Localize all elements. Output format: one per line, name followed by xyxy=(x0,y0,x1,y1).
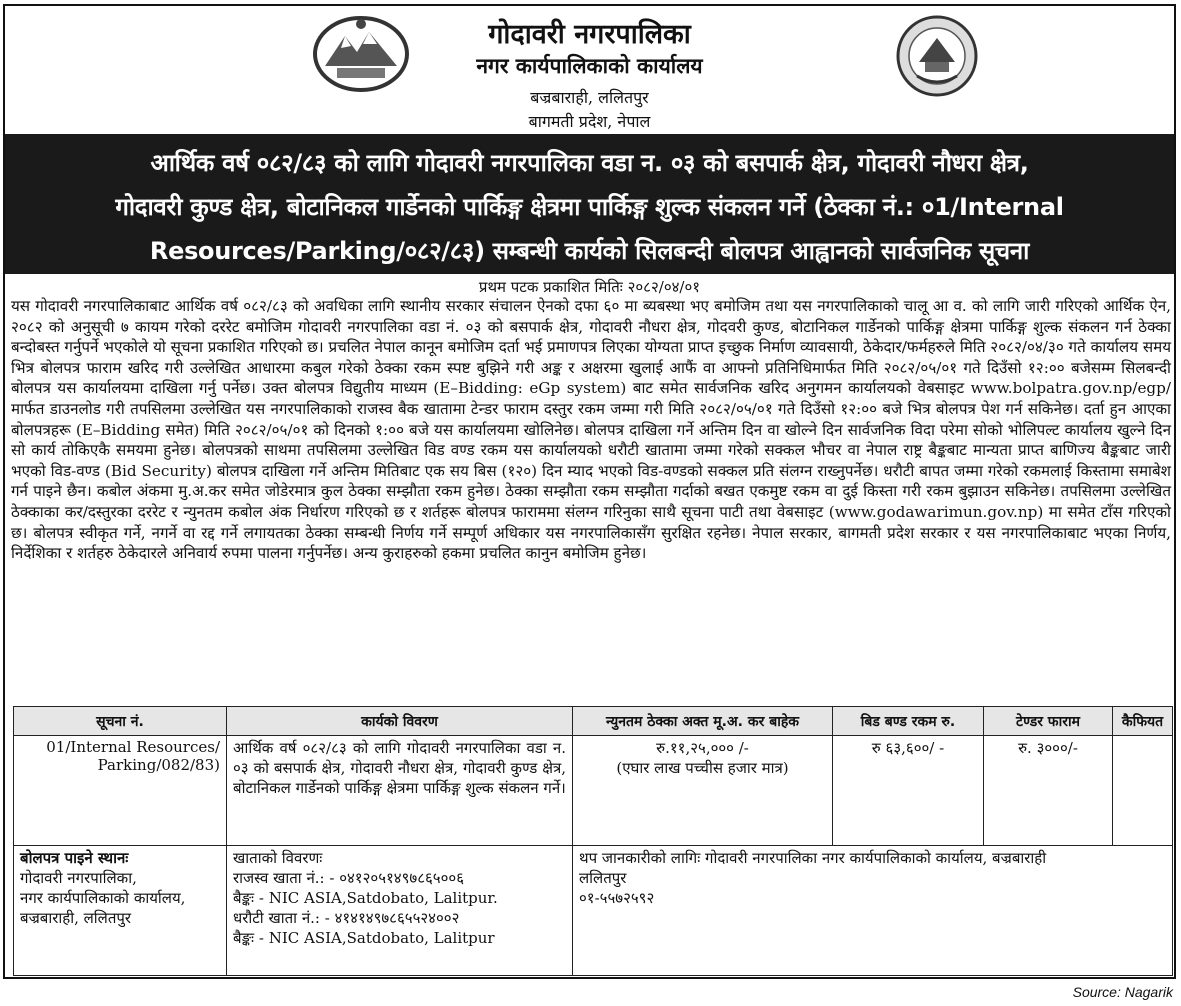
office-name: नगर कार्यपालिकाको कार्यालय xyxy=(476,54,703,78)
header-description: कार्यको विवरण xyxy=(227,707,573,736)
table-footer-row xyxy=(14,846,1173,976)
bid-place-line: बज्रबाराही, ललितपुर xyxy=(20,909,132,927)
cell-more-info xyxy=(573,846,1173,976)
header-min-amount: न्युनतम ठेक्का अक्त मू.अ. कर बाहेक xyxy=(573,707,833,736)
header-bid-bond: बिड बण्ड रकम रु. xyxy=(833,707,984,736)
banner-line-2: गोदावरी कुण्ड क्षेत्र, बोटानिकल गार्डेनको पार्किङ्ग क्षेत्रमा पार्किङ्ग शुल्क संकलन गर्ने (ठेक्का नं.: ०1/Internal xyxy=(115,193,1064,221)
header-tender-form: टेण्डर फाराम xyxy=(984,707,1113,736)
info-line: ललितपुर xyxy=(579,869,627,887)
address-line-1: बज्रबाराही, ललितपुर xyxy=(530,88,649,107)
cell-description: आर्थिक वर्ष ०८२/८३ को लागि गोदावरी नगरपालिका वडा न. ०३ को बसपार्क क्षेत्र, गोदावरी नौधरा क्षेत्र, गोदावरी कुण्ड क्षेत्र, बोटानिकल गार्डेनको पार्किङ्ग क्षेत्रमा पार्किङ्ग शुल्क संकलन गर्ने। xyxy=(227,736,573,846)
tender-table xyxy=(13,706,1173,976)
title-banner xyxy=(5,134,1174,274)
banner-line-3: Resources/Parking/०८२/८३) सम्बन्धी कार्यको सिलबन्दी बोलपत्र आह्वानको सार्वजनिक सूचना xyxy=(149,237,1030,265)
account-line: बैङ्कः - NIC ASIA,Satdobato, Lalitpur. xyxy=(233,889,498,907)
notice-frame xyxy=(3,4,1176,979)
table-row xyxy=(14,736,1173,846)
header-remarks: कैफियत xyxy=(1113,707,1173,736)
source-credit: Source: Nagarik xyxy=(1072,984,1173,1000)
address-line-2: बागमती प्रदेश, नेपाल xyxy=(528,112,651,131)
bid-place-line: नगर कार्यपालिकाको कार्यालय, xyxy=(20,889,186,907)
account-line: धरौटी खाता नं.: - ४१४१४९७८६५५२४००२ xyxy=(233,909,460,927)
table-header-row xyxy=(14,707,1173,736)
info-line: थप जानकारीको लागिः गोदावरी नगरपालिका नगर कार्यपालिकाको कार्यालय, बज्रबाराही xyxy=(579,849,1047,867)
bid-place-line: गोदावरी नगरपालिका, xyxy=(20,869,137,887)
municipality-name: गोदावरी नगरपालिका xyxy=(488,19,691,50)
cell-notice-no: 01/Internal Resources/ Parking/082/83) xyxy=(14,736,227,846)
account-title: खाताको विवरणः xyxy=(233,849,323,867)
banner-line-1: आर्थिक वर्ष ०८२/८३ को लागि गोदावरी नगरपालिका वडा न. ०३ को बसपार्क क्षेत्र, गोदावरी नौधरा क्षेत्र, xyxy=(150,149,1029,177)
min-amount-words: (एघार लाख पच्चीस हजार मात्र) xyxy=(616,759,789,777)
header xyxy=(5,6,1174,134)
cell-tender-form: रु. ३०००/- xyxy=(984,736,1113,846)
bid-place-label: बोलपत्र पाइने स्थानः xyxy=(20,849,129,867)
cell-min-amount xyxy=(573,736,833,846)
cell-remarks xyxy=(1113,736,1173,846)
info-line: ०१-५५७२५९२ xyxy=(579,889,655,907)
publication-date: प्रथम पटक प्रकाशित मितिः २०८२/०४/०१ xyxy=(478,278,701,296)
account-line: बैङ्कः - NIC ASIA,Satdobato, Lalitpur xyxy=(233,929,495,947)
cell-bid-bond: रु ६३,६००/ - xyxy=(833,736,984,846)
municipality-seal-logo xyxy=(895,14,979,98)
cell-bid-place xyxy=(14,846,227,976)
notice-body: यस गोदावरी नगरपालिकाबाट आर्थिक वर्ष ०८२/८३ को अवधिका लागि स्थानीय सरकार संचालन ऐनको दफा ६० मा ब्यबस्था भए बमोजिम तथा यस नगरपालिकाको चालू आ व. को लागि जारी गरिएको आर्थिक ऐन, २०८२ को अनुसूची ७ कायम गरेको दररेट बमोजिम गोदावरी नगरपालिका वडा नं. ०३ को बसपार्क क्षेत्र, गोदावरी नौधरा क्षेत्र, गोदवरी कुण्ड, बोटानिकल गार्डेनको पार्किङ्ग क्षेत्रमा पार्किङ्ग शुल्क संकलन गर्न ठेक्का बन्दोबस्त गर्नुपर्ने भएकोले यो सूचना प्रकाशित गरिएको छ। प्रचलित नेपाल कानून बमोजिम दर्ता भई प्रमाणपत्र लिएका योग्यता प्राप्त इच्छुक निर्माण व्यावसायी, ठेकेदार/फर्महरुले मिति २०८२/०४/३० गते कार्यालय समय भित्र बोलपत्र फाराम खरिद गरी उल्लेखित आधारमा कबुल गरेको ठेक्का रकम स्पष्ट बुझिने गरी अङ्क र अक्षरमा खुलाई आफैं वा आफ्नो प्रतिनिधिमार्फत मिति २०८२/०५/०१ गते दिउँसो १२:०० बजेसम्म सिलबन्दी बोलपत्र यस कार्यालयमा दाखिला गर्नु पर्नेछ। उक्त बोलपत्र विद्युतीय माध्यम (E–Bidding: eGp system) बाट समेत सार्वजनिक खरिद अनुगमन कार्यालयको वेबसाइट www.bolpatra.gov.np/egp/ मार्फत डाउनलोड गरी तपसिलमा उल्लेखित यस नगरपालिकाको राजस्व बैक खातामा टेन्डर फाराम दस्तुर रकम जम्मा गरी मिति २०८२/०५/०१ गते दिउँसो १२:०० बजे भित्र बोलपत्र पेश गर्न सकिनेछ। दर्ता हुन आएका बोलपत्रहरू (E–Bidding समेत) मिति २०८२/०५/०१ को दिनको १:०० बजे यस कार्यालयमा खोलिनेछ। बोलपत्र दाखिला गर्ने अन्तिम दिन वा खोल्ने दिन सार्वजनिक विदा परेमा सोको भोलिपल्ट कार्यालय खुल्ने दिन सो कार्य तोकिएकै समयमा हुनेछ। बोलपत्रको साथमा तपसिलमा उल्लेखित विड वण्ड रकम यस कार्यालयको धरौटी खातामा जम्मा गरेको सक्कल भौचर वा नेपाल राष्ट्र बैङ्कबाट मान्यता प्राप्त बाणिज्य बैङ्कबाट जारी भएको विड-वण्ड (Bid Security) बोलपत्र दाखिला गर्ने अन्तिम मितिबाट एक सय बिस (१२०) दिन म्याद भएको विड-वण्डको सक्कल प्रति संलग्न राख्नुपर्नेछ। धरौटी बापत जम्मा गरेको रकमलाई किस्तामा समाबेश गर्न पाइने छैन। कबोल अंकमा मु.अ.कर समेत जोडेरमात्र कुल ठेक्का सम्झौता रकम हुनेछ। ठेक्का सम्झौता रकम सम्झौता गर्दाको बखत एकमुष्ट रकम वा दुई किस्ता गरी रकम बुझाउन सकिनेछ। तपसिलमा उल्लेखित ठेक्काका कर/दस्तुरका दररेट र न्युनतम कबोल अंक निर्धारण गरिएको छ र शर्तहरू बोलपत्र फाराममा संलग्न गरिनुका साथै सूचना पाटी तथा वेबसाइट (www.godawarimun.gov.np) मा समेत टाँस गरिएको छ। बोलपत्र स्वीकृत गर्ने, नगर्ने वा रद्द गर्ने लगायतका ठेक्का सम्बन्धी निर्णय गर्ने सम्पूर्ण अधिकार यस नगरपालिकासँग सुरक्षित रहनेछ। नेपाल सरकार, बागमती प्रदेश सरकार र यस नगरपालिकाबाट भएका निर्णय, निर्देशिका र शर्तहरु ठेकेदारले अनिवार्य रुपमा पालना गर्नुपर्नेछ। अन्य कुराहरुको हकमा प्रचलित कानुन बमोजिम हुनेछ। xyxy=(11,297,1172,563)
header-notice-no: सूचना नं. xyxy=(14,707,227,736)
cell-account-details xyxy=(227,846,573,976)
min-amount-value: रु.११,२५,००० /- xyxy=(656,739,749,757)
account-line: राजस्व खाता नं.: - ०४१२०५१४९७८६५००६ xyxy=(233,869,465,887)
